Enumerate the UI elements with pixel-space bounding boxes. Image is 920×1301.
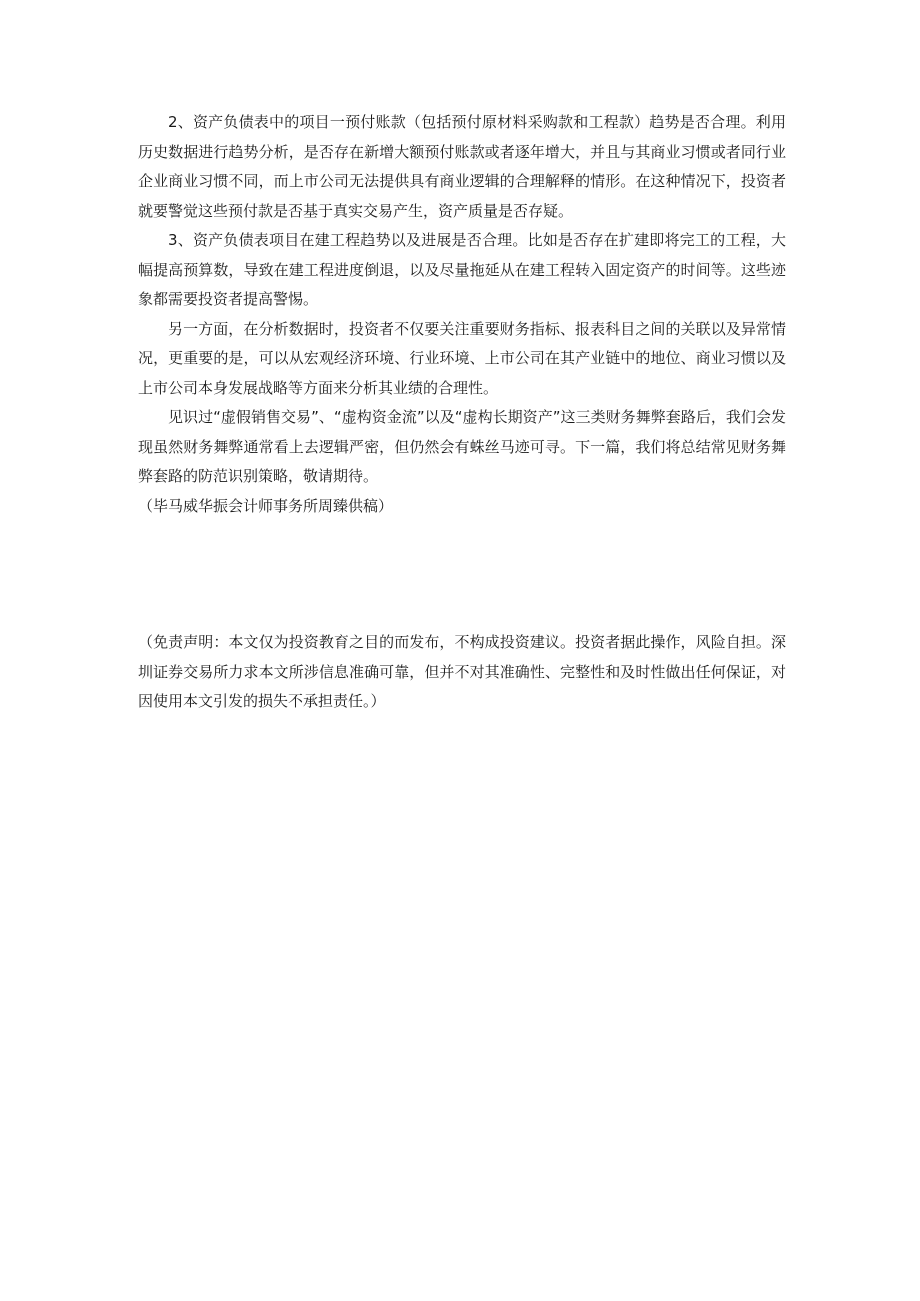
article-credit: （毕马威华振会计师事务所周臻供稿） [138,496,394,515]
article-body [138,108,786,521]
paragraph-construction-in-progress: 3、资产负债表项目在建工程趋势以及进展是否合理。比如是否存在扩建即将完工的工程，大幅提高预算数，导致在建工程进度倒退，以及尽量拖延从在建工程转入固定资产的时间等。这些迹象都需要投资者提高警惕。 [138,231,786,308]
paragraph-analysis: 另一方面，在分析数据时，投资者不仅要关注重要财务指标、报表科目之间的关联以及异常情况，更重要的是，可以从宏观经济环境、行业环境、上市公司在其产业链中的地位、商业习惯以及上市公司本身发展战略等方面来分析其业绩的合理性。 [138,319,786,397]
paragraph-conclusion: 见识过“虚假销售交易”、“虚构资金流”以及“虚构长期资产”这三类财务舞弊套路后，我们会发现虽然财务舞弊通常看上去逻辑严密，但仍然会有蛛丝马迹可寻。下一篇，我们将总结常见财务舞弊套路的防范识别策略，敬请期待。 [138,408,786,485]
paragraph-prepayments: 2、资产负债表中的项目一预付账款（包括预付原材料采购款和工程款）趋势是否合理。利用历史数据进行趋势分析，是否存在新增大额预付账款或者逐年增大，并且与其商业习惯或者同行业企业商业习惯不同，而上市公司无法提供具有商业逻辑的合理解释的情形。在这种情况下，投资者就要警觉这些预付款是否基于真实交易产生，资产质量是否存疑。 [138,113,786,220]
disclaimer-text: （免责声明：本文仅为投资教育之目的而发布，不构成投资建议。投资者据此操作，风险自担。深圳证券交易所力求本文所涉信息准确可靠，但并不对其准确性、完整性和及时性做出任何保证，对因使用本文引发的损失不承担责任。） [138,633,786,710]
